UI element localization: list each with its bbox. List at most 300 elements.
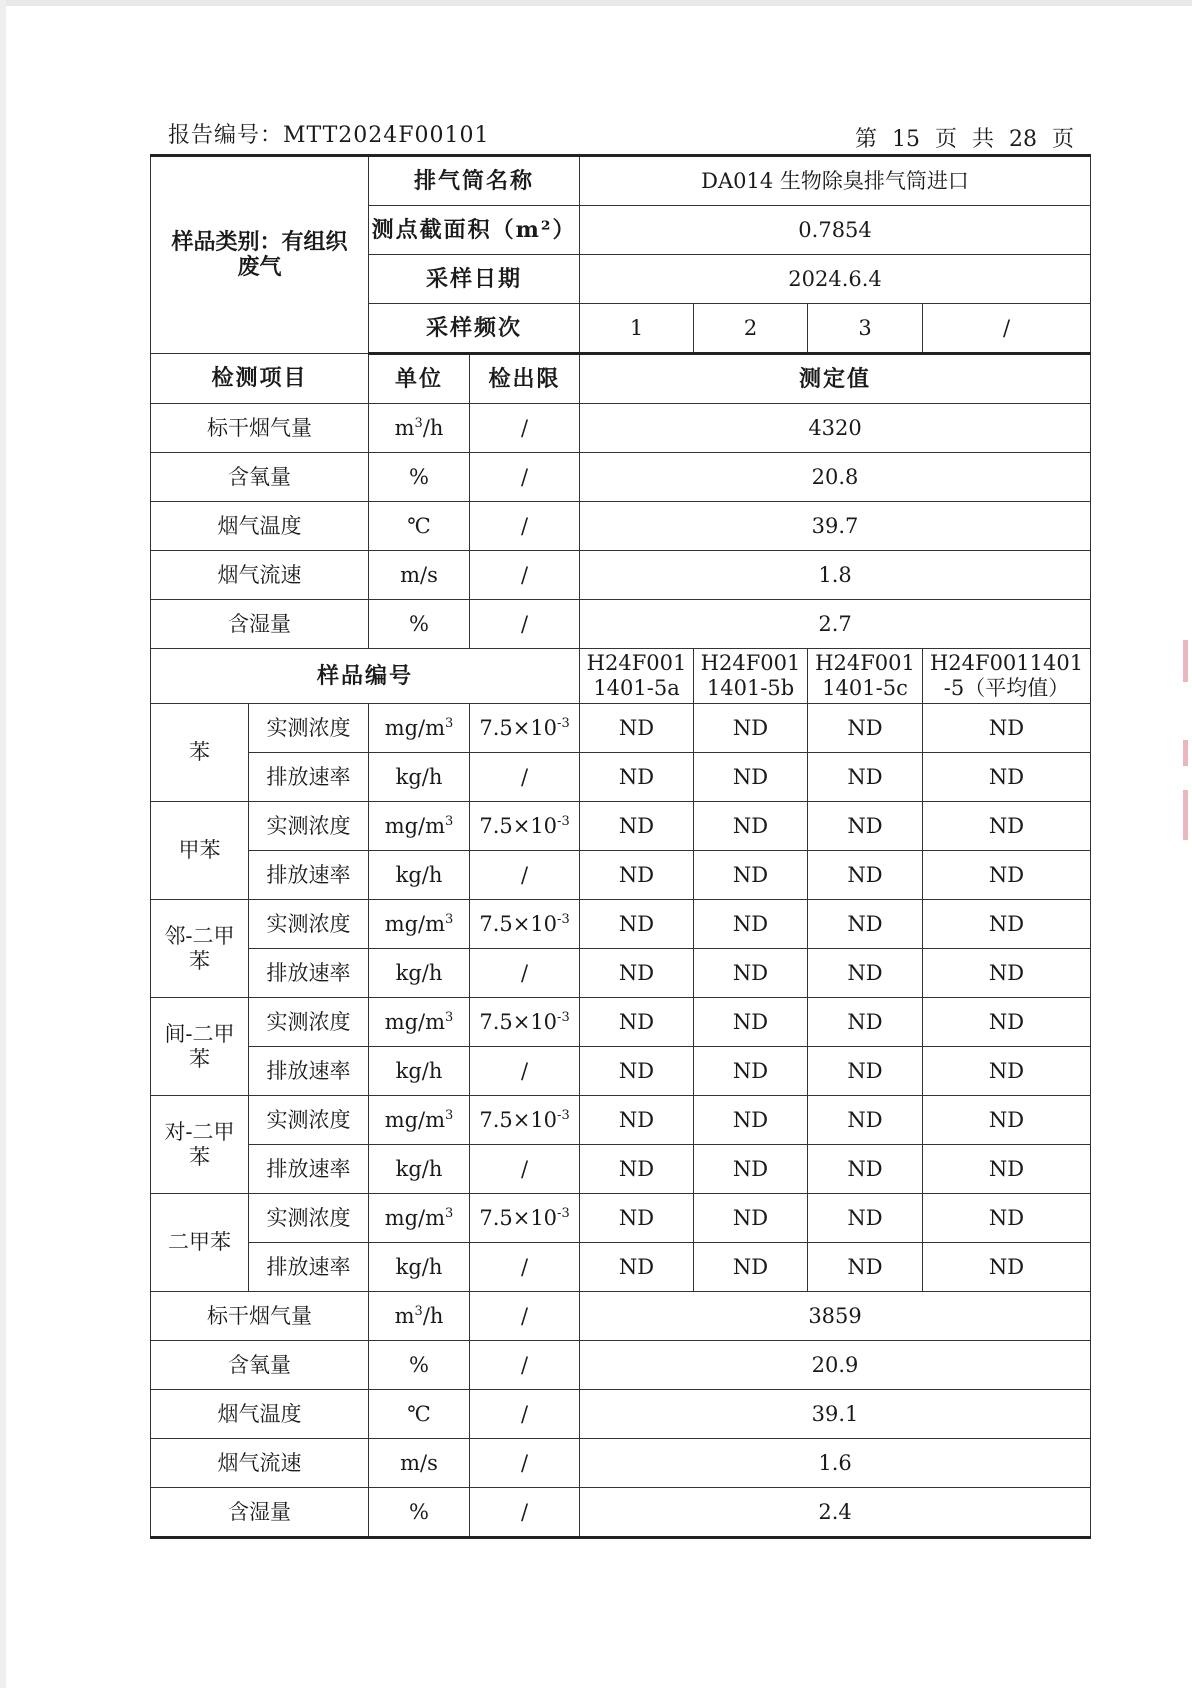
limit-text: / [520, 764, 529, 789]
rate-limit [470, 949, 580, 998]
result-cell [694, 949, 808, 998]
conc-limit [470, 998, 580, 1047]
measure-type-text: 实测浓度 [266, 813, 351, 838]
superscript: -3 [557, 715, 570, 731]
param-limit [470, 1390, 580, 1439]
result-cell [808, 949, 923, 998]
param-name [151, 600, 369, 649]
param-row [151, 551, 1091, 600]
sample-id-text: H24F001 1401-5a [586, 651, 687, 700]
meta-value-text: 2024.6.4 [788, 266, 882, 291]
result-value: ND [847, 911, 883, 936]
col-value-text: 测定值 [799, 365, 872, 392]
param-name-text: 烟气温度 [217, 513, 302, 538]
meta-label-text: 排气筒名称 [414, 167, 535, 194]
result-cell [808, 753, 923, 802]
compound-rate-row [151, 753, 1091, 802]
param-limit [470, 502, 580, 551]
result-cell [808, 998, 923, 1047]
result-cell [694, 900, 808, 949]
value-text: 1.8 [818, 562, 852, 587]
freq-value: 3 [858, 315, 872, 340]
compound-conc-row [151, 998, 1091, 1047]
seal-edge-mark [1183, 640, 1188, 682]
unit-text: kg/h [395, 1058, 443, 1083]
value-text: 20.9 [811, 1352, 859, 1377]
meta-value [580, 255, 1091, 304]
compound-rate-row [151, 1047, 1091, 1096]
superscript: 3 [445, 911, 454, 927]
result-cell [694, 753, 808, 802]
result-value: ND [847, 715, 883, 740]
result-value: ND [732, 764, 769, 789]
sample-id-row [151, 649, 1091, 704]
measure-type [249, 998, 369, 1047]
unit-text: m/s [400, 562, 438, 587]
value-text: 1.6 [818, 1450, 852, 1475]
conc-unit [369, 1096, 470, 1145]
value-text: 20.8 [811, 464, 859, 489]
param-name-text: 标干烟气量 [207, 1303, 312, 1328]
superscript: 3 [414, 415, 423, 431]
unit-text: mg/m [384, 1107, 446, 1132]
param-name-text: 含氧量 [228, 464, 291, 489]
result-cell [923, 1243, 1091, 1292]
result-cell [923, 949, 1091, 998]
result-value: ND [988, 1058, 1025, 1083]
meta-value [580, 206, 1091, 255]
limit-text: / [520, 1450, 529, 1475]
compound-name-text: 二甲苯 [168, 1230, 231, 1254]
compound-rate-row [151, 1243, 1091, 1292]
limit-text: / [520, 1352, 529, 1377]
param-name-text: 含湿量 [228, 1499, 291, 1524]
sample-id [923, 649, 1091, 704]
param-unit [369, 1439, 470, 1488]
result-value: ND [847, 1107, 883, 1132]
sample-id-label [151, 649, 580, 704]
result-cell [580, 1194, 694, 1243]
compound-name [151, 704, 249, 802]
sample-id [808, 649, 923, 704]
measure-type [249, 1194, 369, 1243]
unit-text: m [394, 415, 415, 440]
param-value [580, 453, 1091, 502]
result-cell [580, 704, 694, 753]
param-name [151, 1439, 369, 1488]
meta-value-text: DA014 生物除臭排气筒进口 [701, 168, 969, 193]
result-cell [580, 802, 694, 851]
meta-label [369, 206, 580, 255]
param-unit [369, 1390, 470, 1439]
superscript: 3 [445, 1009, 454, 1025]
measure-type-text: 排放速率 [266, 764, 351, 789]
scan-edge-left [0, 0, 6, 1688]
meta-value-text: 0.7854 [798, 217, 872, 242]
param-value [580, 1292, 1091, 1341]
result-cell [694, 998, 808, 1047]
result-value: ND [847, 960, 883, 985]
limit-text: / [520, 1401, 529, 1426]
compound-name-text: 甲苯 [178, 838, 221, 862]
rate-limit [470, 1145, 580, 1194]
result-cell [923, 1194, 1091, 1243]
col-value-header [580, 354, 1091, 404]
scan-edge-top [0, 0, 1192, 6]
seal-edge-mark [1183, 790, 1188, 840]
superscript: 3 [414, 1303, 423, 1319]
conc-unit [369, 802, 470, 851]
param-name [151, 453, 369, 502]
value-text: 2.7 [818, 611, 852, 636]
limit-text: 7.5×10 [479, 911, 558, 936]
limit-text: / [520, 611, 529, 636]
result-value: ND [988, 1156, 1025, 1181]
result-cell [580, 1145, 694, 1194]
param-limit [470, 1488, 580, 1538]
superscript: -3 [557, 1107, 570, 1123]
superscript: -3 [557, 813, 570, 829]
conc-limit [470, 704, 580, 753]
limit-text: 7.5×10 [479, 715, 558, 740]
result-cell [808, 1243, 923, 1292]
value-text: 2.4 [818, 1499, 852, 1524]
measure-type [249, 704, 369, 753]
limit-text: 7.5×10 [479, 1205, 558, 1230]
unit-text: mg/m [384, 715, 446, 740]
result-cell [923, 900, 1091, 949]
result-cell [808, 1096, 923, 1145]
result-cell [580, 753, 694, 802]
result-value: ND [988, 764, 1025, 789]
unit-text: mg/m [384, 813, 446, 838]
result-cell [808, 802, 923, 851]
meta-label [369, 156, 580, 206]
param-value [580, 600, 1091, 649]
limit-text: / [520, 562, 529, 587]
rate-unit [369, 1145, 470, 1194]
result-value: ND [988, 813, 1025, 838]
unit-text: m [394, 1303, 415, 1328]
compound-name-text: 苯 [189, 740, 210, 764]
param-row [151, 600, 1091, 649]
param-name-text: 含氧量 [228, 1352, 291, 1377]
compound-name [151, 998, 249, 1096]
param-unit [369, 551, 470, 600]
result-value: ND [847, 764, 883, 789]
compound-name-text: 对-二甲苯 [164, 1119, 235, 1169]
param-row [151, 453, 1091, 502]
column-header-row [151, 354, 1091, 404]
limit-text: / [520, 513, 529, 538]
unit-text: mg/m [384, 1009, 446, 1034]
param-unit [369, 1292, 470, 1341]
freq-value: 1 [629, 315, 644, 340]
param-limit [470, 551, 580, 600]
result-value: ND [732, 862, 769, 887]
limit-text: / [520, 960, 529, 985]
measure-type-text: 实测浓度 [266, 1107, 351, 1132]
result-cell [923, 704, 1091, 753]
unit-text: % [409, 611, 429, 636]
param-limit [470, 1292, 580, 1341]
limit-text: / [520, 415, 529, 440]
conc-limit [470, 1194, 580, 1243]
result-cell [694, 1096, 808, 1145]
superscript: -3 [557, 1205, 570, 1221]
compound-rate-row [151, 1145, 1091, 1194]
param-name [151, 1341, 369, 1390]
result-cell [923, 1047, 1091, 1096]
limit-text: 7.5×10 [479, 1009, 558, 1034]
measure-type-text: 排放速率 [266, 1058, 351, 1083]
rate-unit [369, 1047, 470, 1096]
result-value: ND [847, 862, 883, 887]
measure-type-text: 排放速率 [266, 960, 351, 985]
result-value: ND [732, 911, 769, 936]
col-unit-text: 单位 [395, 365, 444, 392]
result-value: ND [618, 813, 655, 838]
param-name [151, 1292, 369, 1341]
compound-name [151, 1096, 249, 1194]
measure-type-text: 排放速率 [266, 1156, 351, 1181]
compound-name [151, 1194, 249, 1292]
rate-unit [369, 753, 470, 802]
param-name-text: 标干烟气量 [207, 415, 312, 440]
param-value [580, 1341, 1091, 1390]
rate-limit [470, 1047, 580, 1096]
param-name-text: 烟气流速 [217, 1450, 302, 1475]
result-value: ND [618, 862, 655, 887]
superscript: 3 [445, 1205, 454, 1221]
result-value: ND [618, 911, 655, 936]
param-name-text: 含湿量 [228, 611, 291, 636]
result-cell [694, 1145, 808, 1194]
page-info: 第 15 页 共 28 页 [855, 127, 1074, 152]
rate-unit [369, 949, 470, 998]
freq-cell [694, 304, 808, 354]
measure-type [249, 1047, 369, 1096]
value-text: 39.7 [811, 513, 859, 538]
result-cell [923, 851, 1091, 900]
param-limit [470, 453, 580, 502]
measure-type [249, 1243, 369, 1292]
conc-unit [369, 1194, 470, 1243]
unit-text: kg/h [395, 1254, 443, 1279]
freq-value: / [1003, 315, 1011, 340]
param-value [580, 1439, 1091, 1488]
result-value: ND [732, 715, 769, 740]
result-value: ND [988, 1009, 1025, 1034]
col-unit-header [369, 354, 470, 404]
result-value: ND [732, 1205, 769, 1230]
unit-text: kg/h [395, 862, 443, 887]
result-cell [580, 1096, 694, 1145]
freq-label-text: 采样频次 [426, 314, 523, 341]
conc-limit [470, 900, 580, 949]
param-name-text: 烟气流速 [217, 562, 302, 587]
measure-type-text: 排放速率 [266, 862, 351, 887]
param-unit [369, 1341, 470, 1390]
compound-name [151, 802, 249, 900]
sample-id-text: H24F001 1401-5b [700, 651, 801, 700]
param-value [580, 1488, 1091, 1538]
param-row [151, 1390, 1091, 1439]
measure-type [249, 851, 369, 900]
limit-text: / [520, 1499, 529, 1524]
sample-id [694, 649, 808, 704]
result-cell [694, 1243, 808, 1292]
freq-cell [923, 304, 1091, 354]
value-text: 3859 [808, 1303, 862, 1328]
rate-unit [369, 1243, 470, 1292]
result-cell [694, 704, 808, 753]
measure-type-text: 实测浓度 [266, 1009, 351, 1034]
result-value: ND [988, 1254, 1025, 1279]
superscript: 3 [445, 1107, 454, 1123]
meta-row [151, 156, 1091, 206]
result-value: ND [847, 1156, 883, 1181]
result-value: ND [988, 1107, 1025, 1132]
sample-category-label: 样品类别：有组织废气 [171, 229, 348, 280]
result-cell [694, 1047, 808, 1096]
result-value: ND [618, 1254, 655, 1279]
param-limit [470, 1439, 580, 1488]
result-value: ND [988, 960, 1025, 985]
sample-id-text: H24F001 1401-5c [815, 651, 915, 700]
result-value: ND [732, 1156, 769, 1181]
unit-text: ℃ [407, 1401, 431, 1426]
measure-type [249, 1145, 369, 1194]
param-row [151, 1292, 1091, 1341]
measure-type-text: 实测浓度 [266, 1205, 351, 1230]
result-cell [808, 900, 923, 949]
result-value: ND [988, 911, 1025, 936]
param-value [580, 551, 1091, 600]
measure-type [249, 949, 369, 998]
result-value: ND [618, 715, 655, 740]
result-cell [580, 900, 694, 949]
result-cell [923, 753, 1091, 802]
measure-type [249, 802, 369, 851]
result-value: ND [847, 1058, 883, 1083]
result-value: ND [618, 764, 655, 789]
param-name [151, 404, 369, 453]
unit-tail-text: /h [422, 1303, 444, 1328]
unit-tail-text: /h [422, 415, 444, 440]
param-name [151, 502, 369, 551]
param-row [151, 404, 1091, 453]
compound-conc-row [151, 900, 1091, 949]
result-value: ND [618, 1156, 655, 1181]
param-unit [369, 600, 470, 649]
limit-text: / [520, 862, 529, 887]
report-number: 报告编号：MTT2024F00101 [168, 123, 490, 148]
compound-conc-row [151, 704, 1091, 753]
rate-limit [470, 1243, 580, 1292]
meta-label-text: 测点截面积（m²） [371, 216, 577, 243]
compound-name-text: 间-二甲苯 [164, 1021, 235, 1071]
sample-category [151, 156, 369, 354]
measure-type-text: 实测浓度 [266, 911, 351, 936]
result-cell [808, 851, 923, 900]
result-value: ND [847, 1205, 883, 1230]
result-cell [580, 1243, 694, 1292]
result-value: ND [618, 1009, 655, 1034]
result-value: ND [732, 1107, 769, 1132]
freq-label [369, 304, 580, 354]
rate-unit [369, 851, 470, 900]
param-limit [470, 600, 580, 649]
col-limit-header [470, 354, 580, 404]
limit-text: / [520, 1254, 529, 1279]
result-value: ND [847, 1009, 883, 1034]
unit-text: kg/h [395, 764, 443, 789]
result-cell [923, 802, 1091, 851]
result-cell [694, 851, 808, 900]
conc-unit [369, 704, 470, 753]
meta-label-text: 采样日期 [426, 265, 523, 292]
unit-text: % [409, 464, 429, 489]
result-cell [808, 1145, 923, 1194]
param-row [151, 502, 1091, 551]
unit-text: % [409, 1352, 429, 1377]
limit-text: 7.5×10 [479, 1107, 558, 1132]
conc-limit [470, 802, 580, 851]
result-cell [694, 802, 808, 851]
compound-conc-row [151, 1096, 1091, 1145]
conc-unit [369, 998, 470, 1047]
compound-conc-row [151, 1194, 1091, 1243]
measure-type-text: 实测浓度 [266, 715, 351, 740]
param-row [151, 1439, 1091, 1488]
param-unit [369, 453, 470, 502]
result-value: ND [732, 813, 769, 838]
measure-type-text: 排放速率 [266, 1254, 351, 1279]
meta-value [580, 156, 1091, 206]
unit-text: mg/m [384, 1205, 446, 1230]
result-value: ND [847, 813, 883, 838]
compound-rate-row [151, 851, 1091, 900]
param-unit [369, 502, 470, 551]
sample-id-text: H24F0011401 -5（平均值） [929, 651, 1084, 700]
param-value [580, 502, 1091, 551]
unit-text: ℃ [407, 513, 431, 538]
col-item-text: 检测项目 [211, 365, 308, 391]
rate-limit [470, 753, 580, 802]
unit-text: kg/h [395, 960, 443, 985]
superscript: 3 [445, 813, 454, 829]
meta-label [369, 255, 580, 304]
conc-limit [470, 1096, 580, 1145]
param-unit [369, 404, 470, 453]
unit-text: kg/h [395, 1156, 443, 1181]
result-value: ND [988, 862, 1025, 887]
superscript: -3 [557, 911, 570, 927]
value-text: 4320 [808, 415, 862, 440]
param-row [151, 1488, 1091, 1538]
measure-type [249, 900, 369, 949]
result-value: ND [732, 1058, 769, 1083]
param-name-text: 烟气温度 [217, 1401, 302, 1426]
limit-text: / [520, 1058, 529, 1083]
measure-type [249, 753, 369, 802]
compound-name [151, 900, 249, 998]
param-name [151, 1488, 369, 1538]
sample-id [580, 649, 694, 704]
result-cell [808, 1047, 923, 1096]
result-value: ND [618, 1205, 655, 1230]
